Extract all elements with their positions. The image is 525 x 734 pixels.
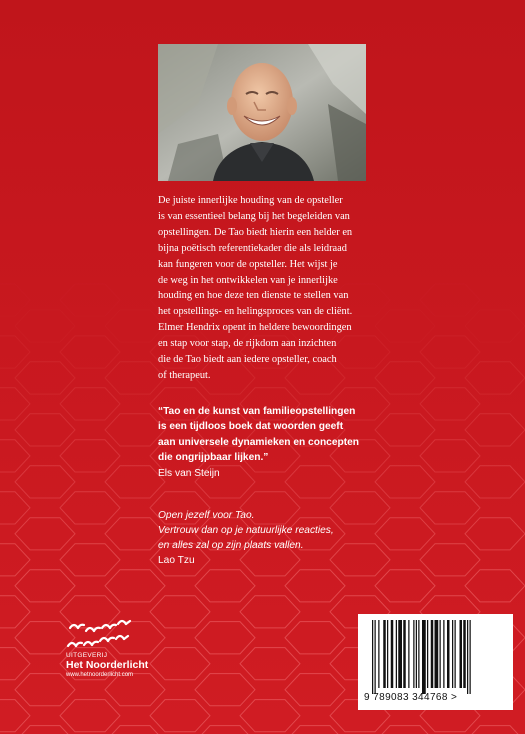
quote-line: “Tao en de kunst van familieopstellingen	[158, 406, 356, 417]
barcode-bar	[383, 620, 386, 688]
barcode-digits	[364, 692, 507, 703]
barcode-bar	[470, 620, 471, 694]
blurb-line: is van essentieel belang bij het begeleiden van	[158, 210, 350, 222]
hexagon-cell	[60, 388, 120, 420]
hexagon-cell	[285, 622, 345, 654]
barcode-number: 9 789083 344768	[364, 692, 448, 703]
author-portrait-image	[158, 44, 366, 181]
hexagon-cell	[60, 544, 120, 576]
barcode-end-mark: >	[451, 692, 458, 703]
hexagon-cell	[420, 544, 480, 576]
hexagon-cell	[105, 466, 165, 498]
hexagon-cell	[285, 674, 345, 706]
isbn-barcode	[358, 614, 513, 710]
publisher-logo	[66, 618, 176, 680]
tao-quote-author: Lao Tzu	[158, 555, 195, 566]
quote-line: aan universele dynamieken en concepten	[158, 436, 359, 448]
blurb-line: De juiste innerlijke houding van de opsteller	[158, 195, 343, 206]
hexagon-cell	[0, 336, 30, 368]
blurb-line: bijna poëtisch referentiekader die als leidraad	[158, 242, 347, 254]
barcode-bar	[378, 620, 379, 688]
hexagon-cell	[60, 492, 120, 524]
hexagon-cell	[0, 596, 30, 628]
barcode-bar	[398, 620, 402, 688]
endorsement-quote	[158, 404, 418, 466]
hexagon-cell	[15, 518, 75, 550]
barcode-bar	[447, 620, 450, 688]
tao-quote-line: en alles zal op zijn plaats vallen.	[158, 540, 304, 552]
hexagon-cell	[420, 388, 480, 420]
barcode-bar	[418, 620, 419, 688]
barcode-bar	[396, 620, 397, 688]
birds-icon	[66, 618, 136, 652]
barcode-bar	[460, 620, 463, 688]
barcode-bar	[387, 620, 388, 688]
tao-quote-line: Open jezelf voor Tao.	[158, 510, 255, 521]
barcode-bar	[455, 620, 456, 688]
publisher-url: www.hetnoorderlicht.com	[66, 672, 134, 678]
hexagon-cell	[60, 284, 120, 316]
hexagon-cell	[465, 570, 525, 602]
blurb-line: of therapeut.	[158, 369, 211, 381]
hexagon-cell	[195, 622, 255, 654]
tao-quote-line: Vertrouw dan op je natuurlijke reacties,	[158, 525, 334, 537]
hexagon-cell	[195, 570, 255, 602]
barcode-bar	[440, 620, 441, 688]
back-cover-blurb	[158, 193, 378, 384]
hexagon-cell	[105, 570, 165, 602]
barcode-bar	[413, 620, 414, 688]
quote-line: die ongrijpbaar lijken.”	[158, 452, 269, 464]
barcode-bar	[463, 620, 466, 688]
barcode-bar	[372, 620, 373, 694]
blurb-line: opstellingen. De Tao biedt hierin een helder en	[158, 226, 353, 238]
hexagon-cell	[0, 544, 30, 576]
barcode-bar	[427, 620, 428, 688]
hexagon-cell	[195, 674, 255, 706]
blurb-line: en stap voor stap, de rijkdom aan inzichten	[158, 338, 337, 350]
author-photo	[158, 44, 366, 181]
hexagon-cell	[15, 466, 75, 498]
hexagon-cell	[15, 570, 75, 602]
hexagon-cell	[0, 388, 30, 420]
blurb-line: die de Tao biedt aan iedere opsteller, coach	[158, 354, 337, 366]
barcode-bar	[422, 620, 426, 694]
barcode-bar	[443, 620, 444, 688]
hexagon-cell	[285, 466, 345, 498]
barcode-bar	[408, 620, 409, 688]
hexagon-cell	[465, 726, 525, 734]
hexagon-cell	[15, 362, 75, 394]
barcode-bar	[435, 620, 439, 688]
hexagon-cell	[15, 414, 75, 446]
endorsement-author: Els van Steijn	[158, 468, 220, 479]
hexagon-cell	[60, 336, 120, 368]
barcode-bar	[391, 620, 394, 688]
hexagon-cell	[375, 570, 435, 602]
barcode-bar	[403, 620, 406, 688]
hexagon-cell	[420, 492, 480, 524]
publisher-name: Het Noorderlicht	[66, 659, 149, 671]
tao-quote	[158, 508, 418, 554]
hexagon-cell	[240, 648, 300, 680]
hexagon-cell	[285, 570, 345, 602]
hexagon-cell	[465, 362, 525, 394]
hexagon-cell	[465, 466, 525, 498]
hexagon-cell	[60, 700, 120, 732]
barcode-bar	[467, 620, 468, 694]
hexagon-cell	[420, 284, 480, 316]
hexagon-cell	[105, 362, 165, 394]
hexagon-cell	[105, 726, 165, 734]
publisher-label: UITGEVERIJ	[66, 652, 108, 659]
hexagon-cell	[0, 492, 30, 524]
hexagon-cell	[420, 440, 480, 472]
hexagon-cell	[15, 726, 75, 734]
hexagon-cell	[375, 362, 435, 394]
blurb-line: de weg in het ontwikkelen van je innerlijke	[158, 274, 338, 286]
hexagon-cell	[105, 518, 165, 550]
hexagon-cell	[420, 336, 480, 368]
quote-line: is een tijdloos boek dat woorden geeft	[158, 421, 344, 433]
blurb-line: Elmer Hendrix opent in heldere bewoordingen	[158, 322, 352, 334]
blurb-line: houding en hoe deze ten dienste te stellen van	[158, 290, 349, 302]
hexagon-cell	[105, 310, 165, 342]
hexagon-cell	[465, 414, 525, 446]
hexagon-cell	[0, 440, 30, 472]
hexagon-cell	[150, 700, 210, 732]
hexagon-cell	[465, 310, 525, 342]
hexagon-cell	[240, 596, 300, 628]
barcode-bar	[452, 620, 453, 688]
barcode-bar	[416, 620, 417, 688]
hexagon-cell	[465, 518, 525, 550]
hexagon-cell	[375, 466, 435, 498]
barcode-bars	[358, 614, 513, 694]
hexagon-cell	[240, 700, 300, 732]
hexagon-cell	[375, 310, 435, 342]
hexagon-cell	[15, 310, 75, 342]
barcode-bar	[375, 620, 376, 694]
hexagon-cell	[0, 700, 30, 732]
hexagon-cell	[105, 414, 165, 446]
blurb-line: kan fungeren voor de opsteller. Het wijst je	[158, 258, 338, 270]
hexagon-cell	[0, 648, 30, 680]
hexagon-cell	[375, 726, 435, 734]
blurb-line: het opstellings- en helingsproces van de cliënt.	[158, 306, 353, 318]
hexagon-cell	[0, 284, 30, 316]
barcode-bar	[431, 620, 434, 688]
hexagon-cell	[285, 726, 345, 734]
hexagon-cell	[60, 440, 120, 472]
hexagon-cell	[195, 726, 255, 734]
